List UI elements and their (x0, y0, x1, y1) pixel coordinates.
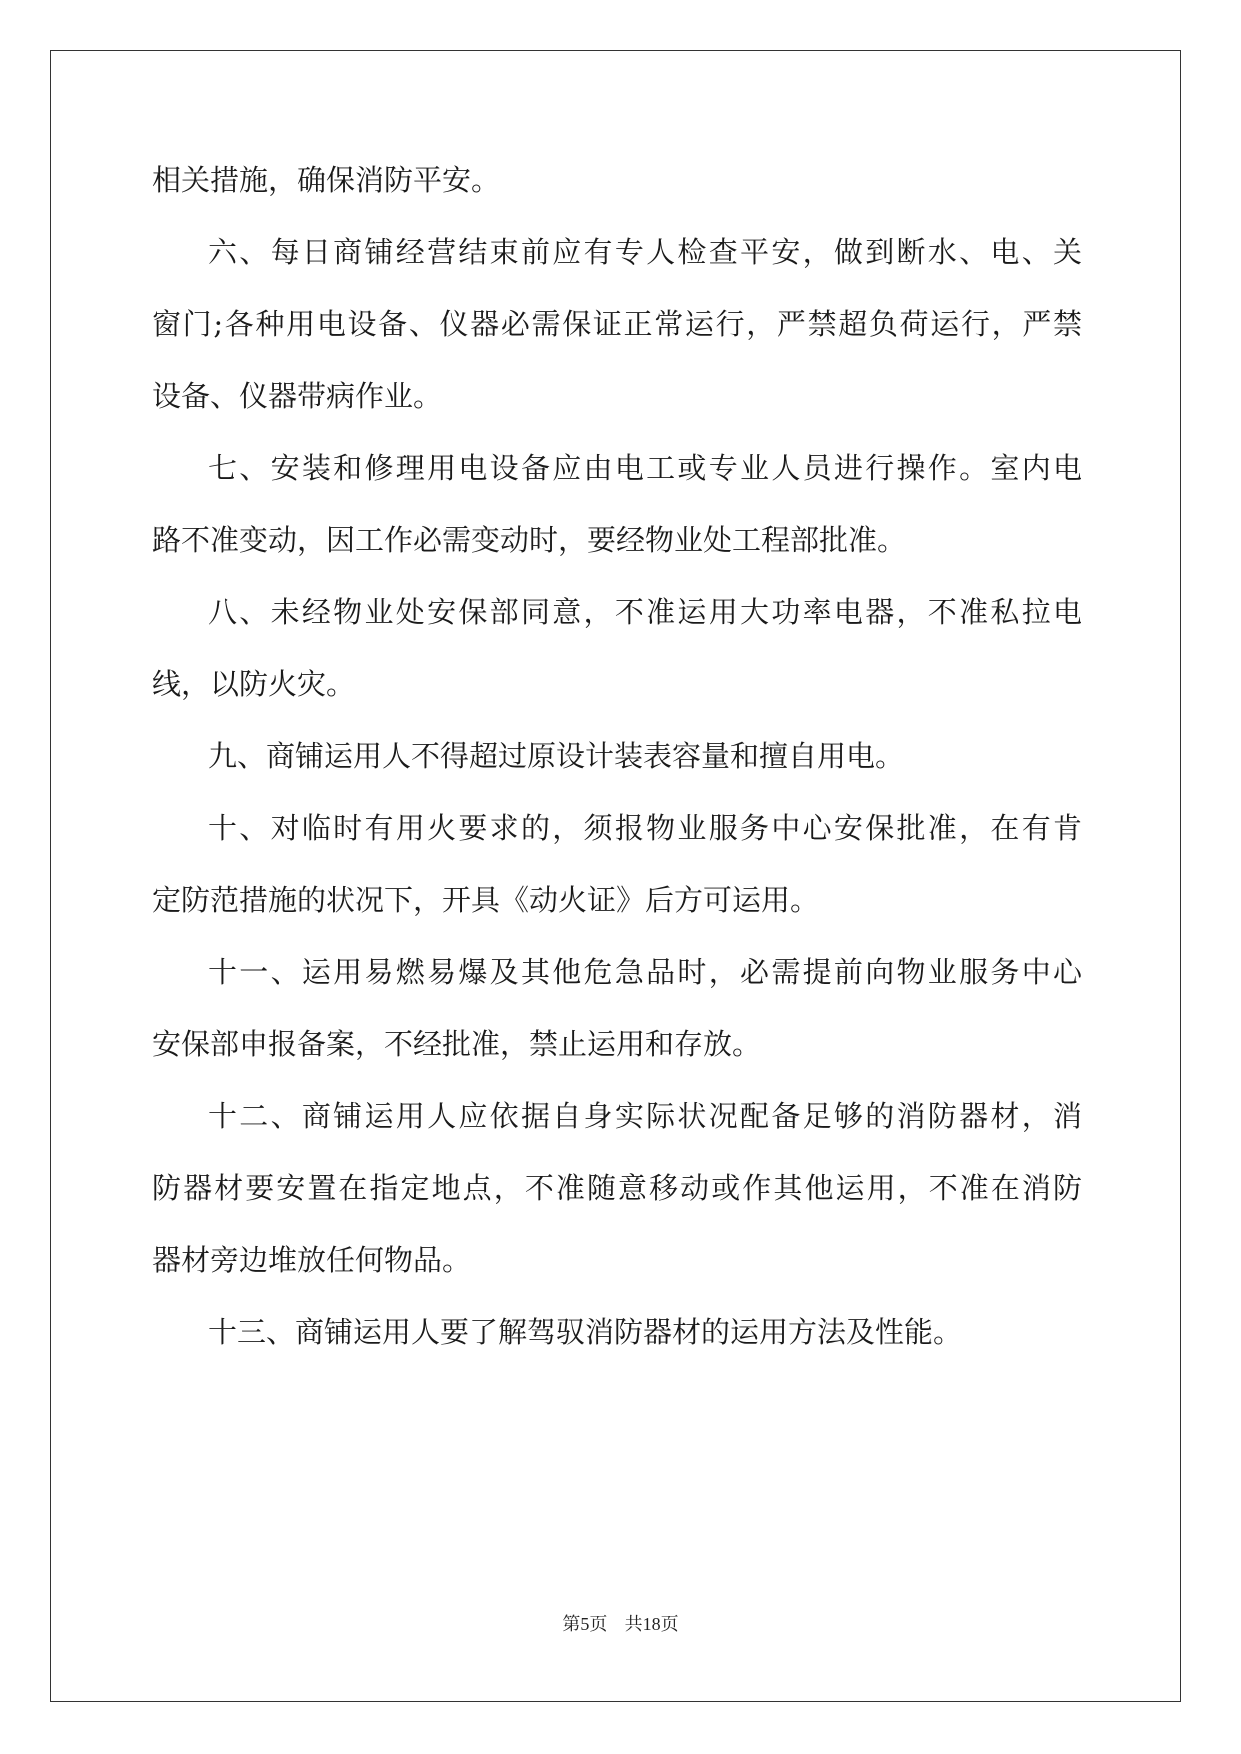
paragraph-10-line-1: 十、对临时有用火要求的，须报物业服务中心安保批准，在有肯 (208, 811, 1082, 845)
footer-prefix: 第 (562, 1614, 581, 1635)
paragraph-13-line-1: 十三、商铺运用人要了解驾驭消防器材的运用方法及性能。 (208, 1315, 963, 1349)
paragraph-11-line-1: 十一、运用易燃易爆及其他危急品时，必需提前向物业服务中心 (208, 955, 1082, 989)
text-line: 相关措施，确保消防平安。 (152, 163, 501, 197)
footer-suffix: 页 (660, 1614, 679, 1635)
paragraph-12-line-1: 十二、商铺运用人应依据自身实际状况配备足够的消防器材，消 (208, 1099, 1082, 1133)
paragraph-11-line-2: 安保部申报备案，不经批准，禁止运用和存放。 (152, 1027, 762, 1061)
paragraph-12-line-3: 器材旁边堆放任何物品。 (152, 1243, 472, 1277)
paragraph-9-line-1: 九、商铺运用人不得超过原设计装表容量和擅自用电。 (208, 739, 905, 773)
paragraph-12-line-2: 防器材要安置在指定地点，不准随意移动或作其他运用，不准在消防 (152, 1171, 1082, 1205)
paragraph-6-line-2: 窗门;各种用电设备、仪器必需保证正常运行，严禁超负荷运行，严禁 (152, 307, 1082, 341)
paragraph-8-line-1: 八、未经物业处安保部同意，不准运用大功率电器，不准私拉电 (208, 595, 1082, 629)
page-border (50, 50, 1181, 1702)
paragraph-6-line-1: 六、每日商铺经营结束前应有专人检查平安，做到断水、电、关 (208, 235, 1082, 269)
paragraph-6-line-3: 设备、仪器带病作业。 (152, 379, 443, 413)
paragraph-7-line-1: 七、安装和修理用电设备应由电工或专业人员进行操作。室内电 (208, 451, 1082, 485)
footer-page-number: 5 (580, 1614, 590, 1634)
footer-total-pages: 18 (642, 1614, 661, 1634)
paragraph-8-line-2: 线，以防火灾。 (152, 667, 356, 701)
page-footer (0, 1610, 1241, 1636)
footer-mid: 页 共 (589, 1614, 643, 1635)
paragraph-7-line-2: 路不准变动，因工作必需变动时，要经物业处工程部批准。 (152, 523, 907, 557)
paragraph-10-line-2: 定防范措施的状况下，开具《动火证》后方可运用。 (152, 883, 820, 917)
